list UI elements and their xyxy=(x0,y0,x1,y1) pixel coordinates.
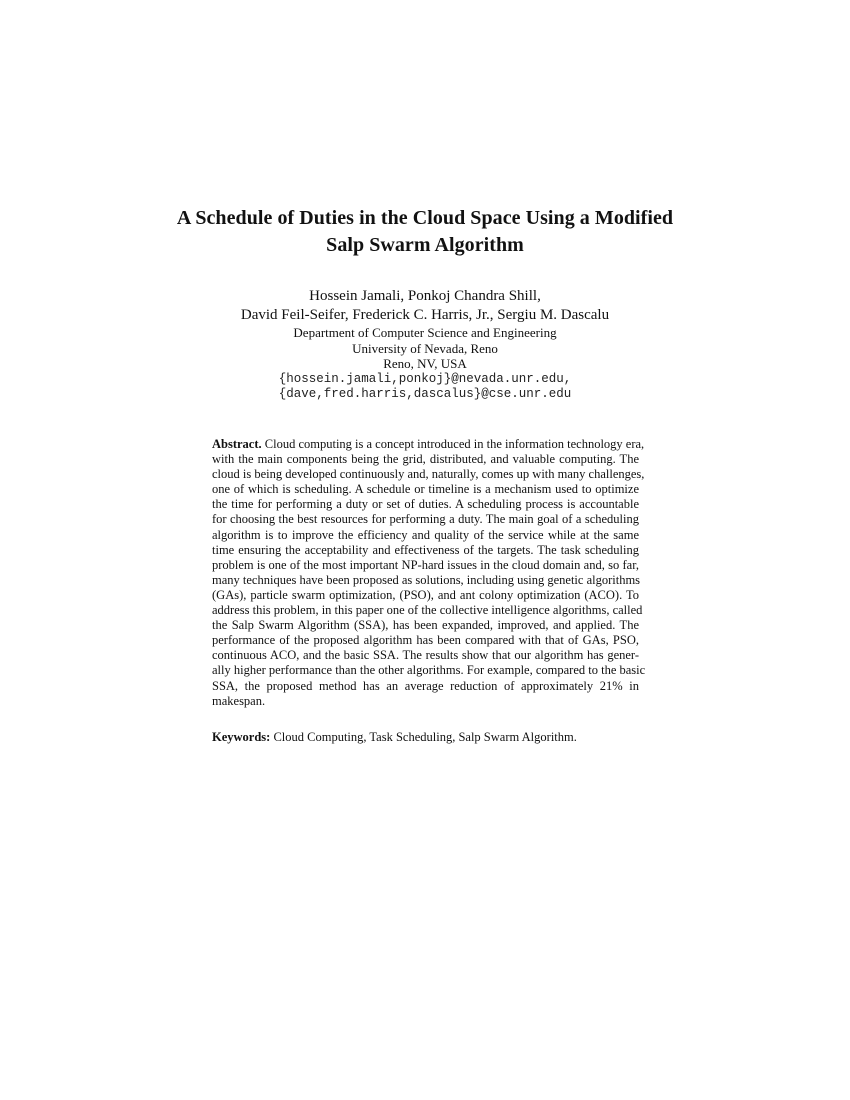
paper-title xyxy=(0,205,850,259)
abstract-line: address this problem, in this paper one of the collective intelligence algorithms, called xyxy=(212,603,643,618)
email-line-2: {dave,fred.harris,dascalus}@cse.unr.edu xyxy=(278,387,572,401)
keywords-text: Cloud Computing, Task Scheduling, Salp Swarm Algorithm. xyxy=(270,730,577,744)
affiliation-department: Department of Computer Science and Engineering xyxy=(293,325,557,340)
abstract-line: SSA, the proposed method has an average reduction of approximately 21% in xyxy=(212,678,639,693)
abstract-line xyxy=(212,437,645,452)
abstract-line: time ensuring the acceptability and effectiveness of the targets. The task scheduling xyxy=(212,542,639,557)
abstract-line: with the main components being the grid, distributed, and valuable computing. The xyxy=(212,452,639,467)
abstract-line: problem is one of the most important NP-hard issues in the cloud domain and, so far, xyxy=(212,557,639,572)
affiliation-university: University of Nevada, Reno xyxy=(352,340,498,356)
abstract-line: one of which is scheduling. A schedule or timeline is a mechanism used to optimize xyxy=(212,482,639,497)
abstract xyxy=(212,437,646,709)
abstract-line: for choosing the best resources for performing a duty. The main goal of a scheduling xyxy=(212,512,639,527)
keywords xyxy=(212,730,639,745)
author-line-2: David Feil-Seifer, Frederick C. Harris, Jr., Sergiu M. Dascalu xyxy=(240,307,610,323)
abstract-first-line-text: Cloud computing is a concept introduced in the information technology era, xyxy=(261,437,645,451)
keywords-label: Keywords: xyxy=(212,730,271,744)
title-line-1: A Schedule of Duties in the Cloud Space Using a Modified xyxy=(176,207,674,229)
abstract-line: makespan. xyxy=(212,693,266,708)
author-block xyxy=(0,287,850,403)
title-line-2: Salp Swarm Algorithm xyxy=(326,234,524,256)
abstract-line: the time for performing a duty or set of duties. A scheduling process is accountable xyxy=(212,497,639,512)
abstract-line: the Salp Swarm Algorithm (SSA), has been expanded, improved, and applied. The xyxy=(212,618,639,633)
author-line-1: Hossein Jamali, Ponkoj Chandra Shill, xyxy=(309,288,541,304)
abstract-line: performance of the proposed algorithm has been compared with that of GAs, PSO, xyxy=(212,633,639,648)
abstract-line: ally higher performance than the other algorithms. For example, compared to the basic xyxy=(212,663,646,678)
abstract-line: (GAs), particle swarm optimization, (PSO), and ant colony optimization (ACO). To xyxy=(212,587,639,602)
affiliation-location: Reno, NV, USA xyxy=(383,356,467,371)
abstract-label: Abstract. xyxy=(212,437,262,451)
email-line-1: {hossein.jamali,ponkoj}@nevada.unr.edu, xyxy=(278,371,572,386)
abstract-line: cloud is being developed continuously and, naturally, comes up with many challenges, xyxy=(212,467,645,482)
abstract-line: continuous ACO, and the basic SSA. The results show that our algorithm has gener- xyxy=(212,648,639,663)
abstract-line: algorithm is to improve the efficiency and quality of the service while at the same xyxy=(212,527,639,542)
abstract-line: many techniques have been proposed as solutions, including using genetic algorithms xyxy=(212,572,641,587)
